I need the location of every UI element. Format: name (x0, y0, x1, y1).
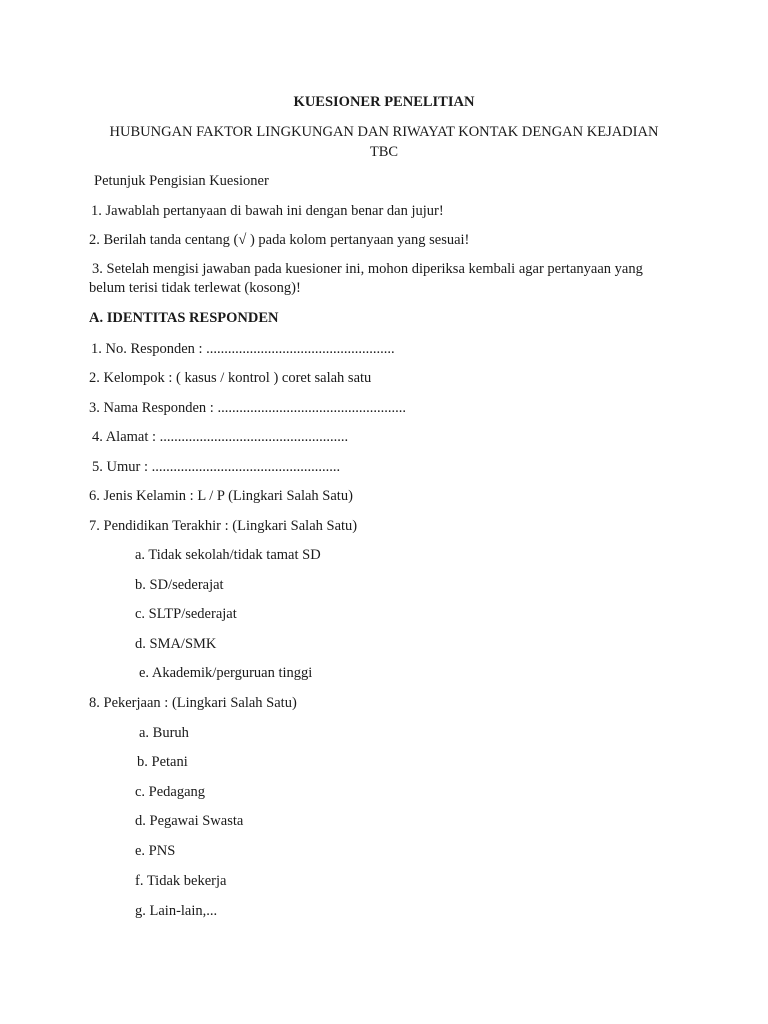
occupation-option-g: g. Lain-lain,... (135, 903, 218, 919)
field-pekerjaan: 8. Pekerjaan : (Lingkari Salah Satu) (89, 695, 297, 711)
occupation-option-d: d. Pegawai Swasta (135, 813, 244, 829)
field-jenis-kelamin: 6. Jenis Kelamin : L / P (Lingkari Salah Satu) (89, 488, 353, 504)
field-alamat: 4. Alamat : .................................................... (92, 429, 349, 445)
occupation-option-e: e. PNS (135, 843, 176, 859)
document-subtitle-line-1: HUBUNGAN FAKTOR LINGKUNGAN DAN RIWAYAT KONTAK DENGAN KEJADIAN (109, 124, 659, 140)
occupation-option-a: a. Buruh (139, 725, 189, 741)
instruction-item-1: 1. Jawablah pertanyaan di bawah ini dengan benar dan jujur! (91, 203, 444, 219)
document-subtitle-line-2: TBC (369, 144, 399, 160)
instructions-heading: Petunjuk Pengisian Kuesioner (94, 173, 269, 189)
education-option-e: e. Akademik/perguruan tinggi (139, 665, 313, 681)
education-option-b: b. SD/sederajat (135, 577, 224, 593)
instruction-item-2: 2. Berilah tanda centang (√ ) pada kolom pertanyaan yang sesuai! (89, 232, 470, 248)
instruction-item-3: 3. Setelah mengisi jawaban pada kuesioner ini, mohon diperiksa kembali agar pertanyaan yang belum terisi tidak terlewat (kosong)! (89, 261, 643, 296)
field-umur: 5. Umur : .................................................... (92, 459, 341, 475)
occupation-option-c: c. Pedagang (135, 784, 206, 800)
education-option-a: a. Tidak sekolah/tidak tamat SD (135, 547, 321, 563)
field-kelompok: 2. Kelompok : ( kasus / kontrol ) coret salah satu (89, 370, 372, 386)
occupation-option-b: b. Petani (137, 754, 188, 770)
section-a-heading: A. IDENTITAS RESPONDEN (89, 310, 279, 326)
education-option-d: d. SMA/SMK (135, 636, 217, 652)
occupation-option-f: f. Tidak bekerja (135, 873, 227, 889)
document-title: KUESIONER PENELITIAN (293, 94, 475, 110)
field-pendidikan: 7. Pendidikan Terakhir : (Lingkari Salah Satu) (89, 518, 358, 534)
education-option-c: c. SLTP/sederajat (135, 606, 237, 622)
field-nama-responden: 3. Nama Responden : .................................................... (89, 400, 406, 416)
field-no-responden: 1. No. Responden : .................................................... (91, 341, 395, 357)
